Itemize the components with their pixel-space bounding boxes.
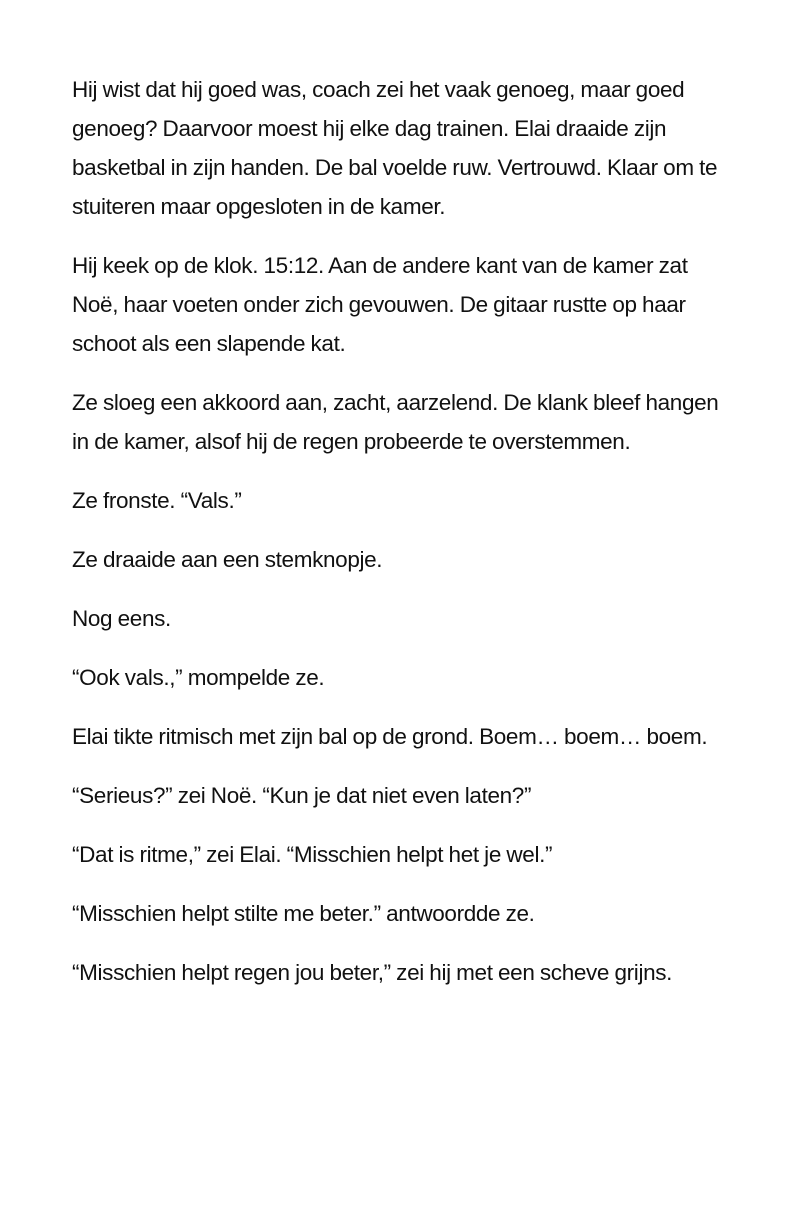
paragraph: Nog eens.: [72, 606, 171, 631]
document-page: [72, 70, 732, 1012]
paragraph: Hij wist dat hij goed was, coach zei het vaak genoeg, maar goed genoeg? Daarvoor moest hij elke dag trainen. Elai draaide zijn basketbal in zijn handen. De bal voelde ruw. Vertrouwd. Klaar om te stuiteren maar opgesloten in de kamer.: [72, 77, 718, 219]
paragraph: “Misschien helpt stilte me beter.” antwoordde ze.: [72, 901, 535, 926]
paragraph: “Dat is ritme,” zei Elai. “Misschien helpt het je wel.”: [72, 842, 553, 867]
paragraph: “Serieus?” zei Noë. “Kun je dat niet even laten?”: [72, 783, 532, 808]
paragraph: Ze draaide aan een stemknopje.: [72, 547, 383, 572]
paragraph: Ze fronste. “Vals.”: [72, 488, 242, 513]
paragraph: Hij keek op de klok. 15:12. Aan de andere kant van de kamer zat Noë, haar voeten onder zich gevouwen. De gitaar rustte op haar schoot als een slapende kat.: [72, 253, 688, 356]
paragraph: Ze sloeg een akkoord aan, zacht, aarzelend. De klank bleef hangen in de kamer, alsof hij de regen probeerde te overstemmen.: [72, 390, 719, 454]
paragraph: Elai tikte ritmisch met zijn bal op de grond. Boem… boem… boem.: [72, 724, 708, 749]
paragraph: “Ook vals.,” mompelde ze.: [72, 665, 325, 690]
paragraph: “Misschien helpt regen jou beter,” zei hij met een scheve grijns.: [72, 960, 673, 985]
